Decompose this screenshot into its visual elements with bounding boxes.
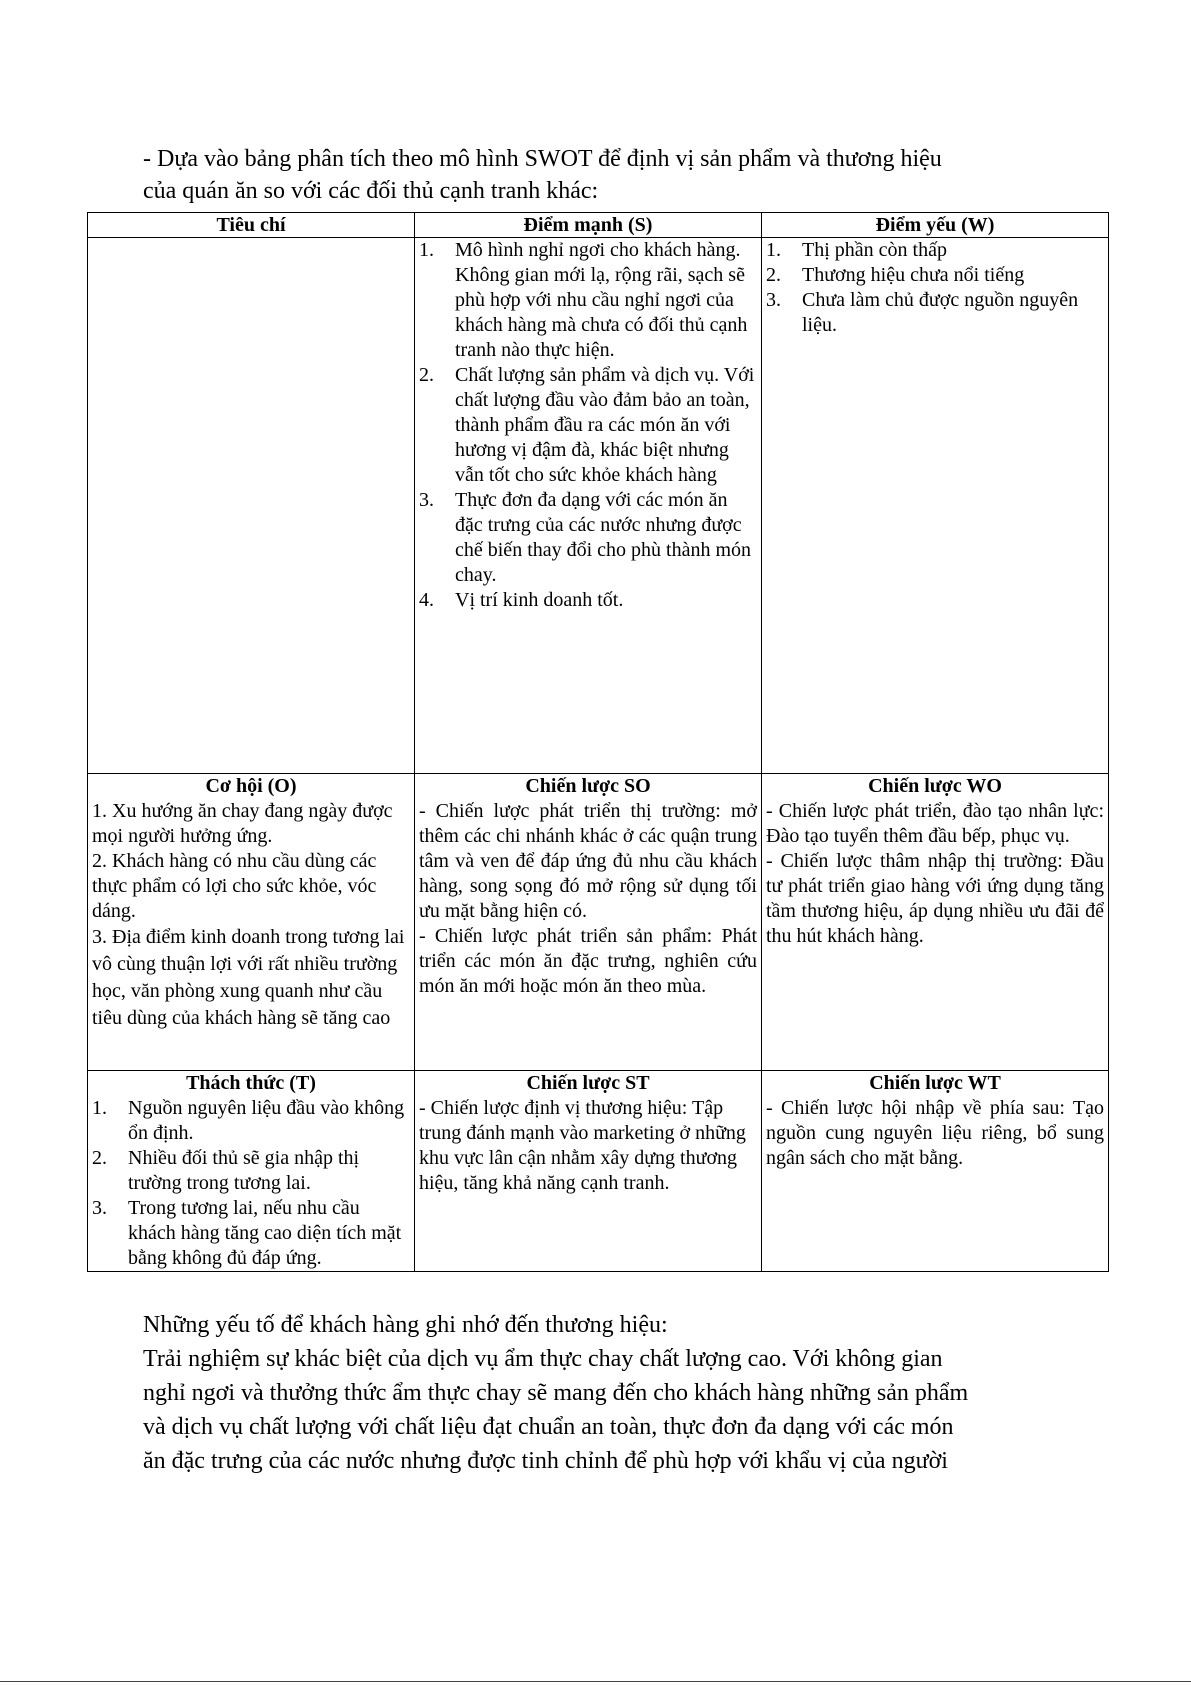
wo-paragraph-2: - Chiến lược thâm nhập thị trường: Đầu tư phát triển giao hàng với ứng dụng tăng tầm thương hiệu, áp dụng nhiều ưu đãi để thu hút khách hàng. (766, 850, 1104, 947)
page-bottom-rule (0, 1681, 1191, 1682)
header-strengths: Điểm mạnh (S) (415, 213, 762, 238)
wo-paragraph-1: - Chiến lược phát triển, đào tạo nhân lực: Đào tạo tuyển thêm đầu bếp, phục vụ. (766, 800, 1104, 847)
list-item: 2. Chất lượng sản phẩm và dịch vụ. Với chất lượng đầu vào đảm bảo an toàn, thành phẩm đầu ra các món ăn với hương vị đậm đà, khác biệt nhưng vẫn tốt cho sức khỏe khách hàng (419, 364, 755, 486)
wt-paragraph-1: - Chiến lược hội nhập về phía sau: Tạo nguồn cung nguyên liệu riêng, bổ sung ngân sách cho mặt bằng. (766, 1097, 1104, 1169)
opportunity-item-2: 2. Khách hàng có nhu cầu dùng các thực phẩm có lợi cho sức khỏe, vóc dáng. (92, 850, 377, 922)
after-line-1: Những yếu tố để khách hàng ghi nhớ đến thương hiệu: (143, 1312, 668, 1338)
header-weaknesses: Điểm yếu (W) (762, 213, 1109, 238)
strengths-row (88, 238, 1109, 774)
st-strategy-cell (415, 1071, 762, 1272)
list-item: 4. Vị trí kinh doanh tốt. (419, 589, 624, 611)
intro-line-2: của quán ăn so với các đối thủ cạnh tranh khác: (143, 178, 599, 204)
threats-row (88, 1071, 1109, 1272)
st-title: Chiến lược ST (526, 1072, 650, 1094)
strengths-cell (415, 238, 762, 774)
list-item: 3. Chưa làm chủ được nguồn nguyên liệu. (766, 289, 1079, 336)
list-item: 1. Mô hình nghỉ ngơi cho khách hàng. Không gian mới lạ, rộng rãi, sạch sẽ phù hợp với nhu cầu nghỉ ngơi của khách hàng mà chưa có đối thủ cạnh tranh nào thực hiện. (419, 239, 748, 361)
weaknesses-cell (762, 238, 1109, 774)
wt-title: Chiến lược WT (869, 1072, 1001, 1094)
list-item: 3. Trong tương lai, nếu nhu cầu khách hàng tăng cao diện tích mặt bằng không đủ đáp ứng. (92, 1197, 402, 1269)
wo-strategy-cell (762, 774, 1109, 1071)
weaknesses-list (766, 238, 1104, 338)
intro-paragraph (143, 143, 1043, 207)
list-item: 2. Thương hiệu chưa nổi tiếng (766, 264, 1025, 286)
list-item: 2. Nhiều đối thủ sẽ gia nhập thị trường trong tương lai. (92, 1147, 360, 1194)
wo-title: Chiến lược WO (868, 775, 1002, 797)
st-paragraph-1: - Chiến lược định vị thương hiệu: Tập trung đánh mạnh vào marketing ở những khu vực lân cận nhằm xây dựng thương hiệu, tăng khả năng cạnh tranh. (419, 1097, 746, 1194)
threats-list (92, 1096, 410, 1271)
opportunities-title: Cơ hội (O) (205, 775, 297, 797)
opportunity-item-1: 1. Xu hướng ăn chay đang ngày được mọi người hưởng ứng. (92, 800, 393, 847)
wt-strategy-cell (762, 1071, 1109, 1272)
brand-memory-paragraph (143, 1308, 1043, 1478)
after-line-3: nghỉ ngơi và thưởng thức ẩm thực chay sẽ mang đến cho khách hàng những sản phẩm (143, 1380, 969, 1406)
so-paragraph-2: - Chiến lược phát triển sản phẩm: Phát triển các món ăn đặc trưng, nghiên cứu món ăn mới hoặc món ăn theo mùa. (419, 925, 757, 997)
list-item: 1. Nguồn nguyên liệu đầu vào không ổn định. (92, 1097, 405, 1144)
opportunities-row (88, 774, 1109, 1071)
after-line-5: ăn đặc trưng của các nước nhưng được tinh chỉnh để phù hợp với khẩu vị của người (143, 1448, 948, 1474)
opportunities-cell (88, 774, 415, 1071)
list-item: 1. Thị phần còn thấp (766, 239, 947, 261)
threats-cell (88, 1071, 415, 1272)
opportunity-item-3: 3. Địa điểm kinh doanh trong tương lai vô cùng thuận lợi với rất nhiều trường học, văn phòng xung quanh như cầu tiêu dùng của khách hàng sẽ tăng cao (92, 926, 405, 1029)
threats-title: Thách thức (T) (186, 1072, 316, 1094)
swot-table (87, 212, 1109, 1272)
header-row (88, 213, 1109, 238)
empty-criteria-cell (88, 238, 415, 774)
so-title: Chiến lược SO (525, 775, 651, 797)
list-item: 3. Thực đơn đa dạng với các món ăn đặc trưng của các nước nhưng được chế biến thay đổi cho phù thành món chay. (419, 489, 752, 586)
after-line-2: Trải nghiệm sự khác biệt của dịch vụ ẩm thực chay chất lượng cao. Với không gian (143, 1346, 943, 1372)
after-line-4: và dịch vụ chất lượng với chất liệu đạt chuẩn an toàn, thực đơn đa dạng với các món (143, 1414, 954, 1440)
so-strategy-cell (415, 774, 762, 1071)
strengths-list (419, 238, 757, 613)
so-paragraph-1: - Chiến lược phát triển thị trường: mở thêm các chi nhánh khác ở các quận trung tâm và ven để đáp ứng đủ nhu cầu khách hàng, song sọng đó mở rộng sử dụng tối ưu mặt bằng hiện có. (419, 800, 757, 922)
intro-line-1: - Dựa vào bảng phân tích theo mô hình SWOT để định vị sản phẩm và thương hiệu (143, 146, 942, 172)
header-criteria: Tiêu chí (88, 213, 415, 238)
